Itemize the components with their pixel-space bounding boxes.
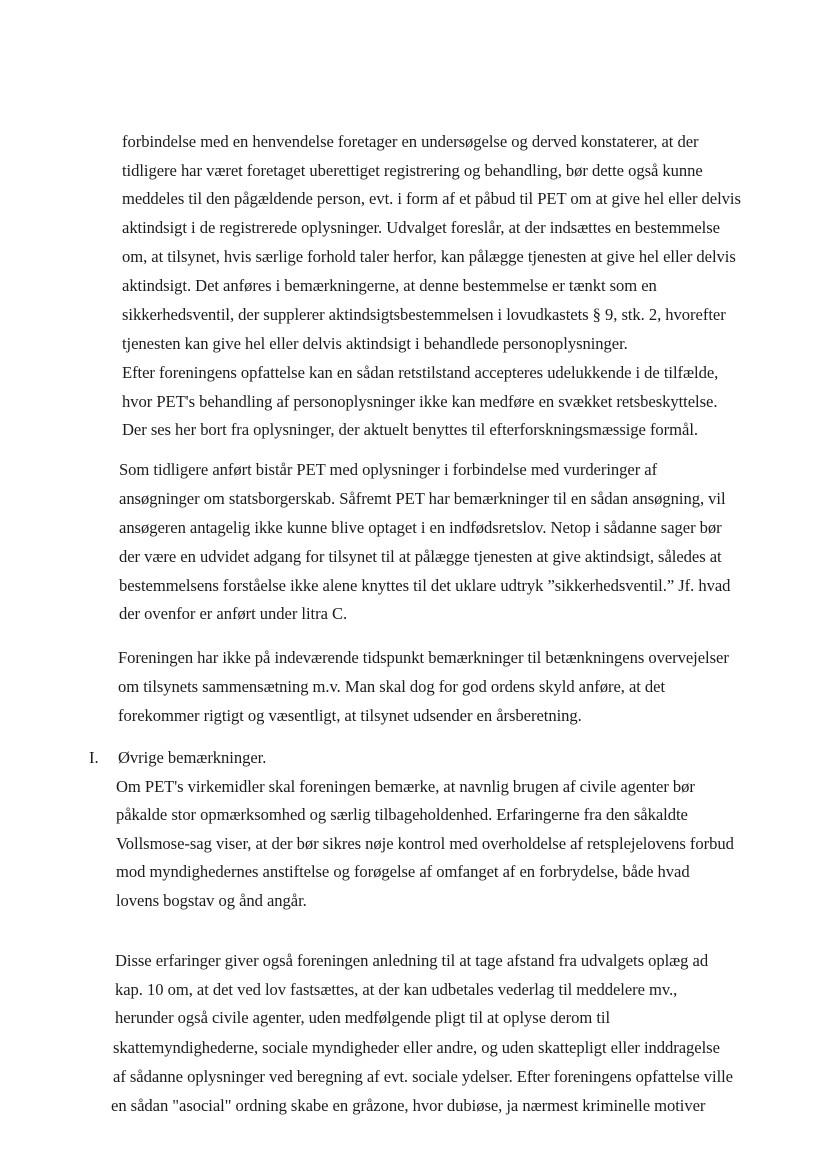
paragraph-line: aktindsigt. Det anføres i bemærkningerne, at denne bestemmelse er tænkt som en bbox=[122, 276, 657, 295]
paragraph-line: der være en udvidet adgang for tilsynet til at pålægge tjenesten at give aktindsigt, således at bbox=[119, 547, 722, 566]
paragraph-line: lovens bogstav og ånd angår. bbox=[116, 891, 307, 910]
paragraph-line: Vollsmose-sag viser, at der bør sikres nøje kontrol med overholdelse af retsplejelovens forbud bbox=[116, 834, 734, 853]
paragraph-line: Der ses her bort fra oplysninger, der aktuelt benyttes til efterforskningsmæssige formål. bbox=[122, 420, 698, 439]
paragraph-line: bestemmelsens forståelse ikke alene knyttes til det uklare udtryk ”sikkerhedsventil.” Jf. hvad bbox=[119, 576, 731, 595]
paragraph-line: forbindelse med en henvendelse foretager en undersøgelse og derved konstaterer, at der bbox=[122, 132, 699, 151]
paragraph-line: om, at tilsynet, hvis særlige forhold taler herfor, kan pålægge tjenesten at give hel eller delvis bbox=[122, 247, 736, 266]
paragraph-line: sikkerhedsventil, der supplerer aktindsigtsbestemmelsen i lovudkastets § 9, stk. 2, hvorefter bbox=[122, 305, 726, 324]
paragraph-line: Foreningen har ikke på indeværende tidspunkt bemærkninger til betænkningens overvejelser bbox=[118, 648, 729, 667]
paragraph-line: Disse erfaringer giver også foreningen anledning til at tage afstand fra udvalgets oplæg ad bbox=[115, 951, 709, 970]
paragraph-line: der ovenfor er anført under litra C. bbox=[119, 604, 348, 623]
paragraph-line: Efter foreningens opfattelse kan en sådan retstilstand accepteres udelukkende i de tilfælde, bbox=[122, 363, 719, 382]
paragraph-line: forekommer rigtigt og væsentligt, at tilsynet udsender en årsberetning. bbox=[118, 706, 582, 725]
paragraph-line: Som tidligere anført bistår PET med oplysninger i forbindelse med vurderinger af bbox=[119, 460, 658, 479]
paragraph-line: ansøgninger om statsborgerskab. Såfremt PET har bemærkninger til en sådan ansøgning, vil bbox=[119, 489, 726, 508]
section-heading: Øvrige bemærkninger. bbox=[118, 748, 267, 767]
paragraph-line: kap. 10 om, at det ved lov fastsættes, at der kan udbetales vederlag til meddelere mv., bbox=[115, 980, 678, 999]
paragraph-line: en sådan "asocial" ordning skabe en gråzone, hvor dubiøse, ja nærmest kriminelle motiver bbox=[111, 1096, 706, 1115]
paragraph-line: tidligere har været foretaget uberettiget registrering og behandling, bør dette også kunne bbox=[122, 161, 703, 180]
section-marker: I. bbox=[89, 748, 99, 767]
paragraph-line: hvor PET's behandling af personoplysninger ikke kan medføre en svækket retsbeskyttelse. bbox=[122, 392, 718, 411]
paragraph-line: om tilsynets sammensætning m.v. Man skal dog for god ordens skyld anføre, at det bbox=[118, 677, 666, 696]
paragraph-line: meddeles til den pågældende person, evt. i form af et påbud til PET om at give hel eller delvis bbox=[122, 189, 741, 208]
paragraph-line: ansøgeren antagelig ikke kunne blive optaget i en indfødsretslov. Netop i sådanne sager bør bbox=[119, 518, 722, 537]
paragraph-line: tjenesten kan give hel eller delvis aktindsigt i behandlede personoplysninger. bbox=[122, 334, 628, 353]
paragraph-line: mod myndighedernes anstiftelse og forøgelse af omfanget af en forbrydelse, både hvad bbox=[116, 862, 690, 881]
paragraph-line: skattemyndighederne, sociale myndigheder eller andre, og uden skattepligt eller inddragelse bbox=[113, 1038, 720, 1057]
paragraph-line: herunder også civile agenter, uden medfølgende pligt til at oplyse derom til bbox=[115, 1008, 611, 1027]
paragraph-line: aktindsigt i de registrerede oplysninger. Udvalget foreslår, at der indsættes en bestemmelse bbox=[122, 218, 720, 237]
paragraph-line: påkalde stor opmærksomhed og særlig tilbageholdenhed. Erfaringerne fra den såkaldte bbox=[116, 805, 688, 824]
paragraph-line: af sådanne oplysninger ved beregning af evt. sociale ydelser. Efter foreningens opfattelse ville bbox=[113, 1067, 734, 1086]
paragraph-line: Om PET's virkemidler skal foreningen bemærke, at navnlig brugen af civile agenter bør bbox=[116, 777, 695, 796]
